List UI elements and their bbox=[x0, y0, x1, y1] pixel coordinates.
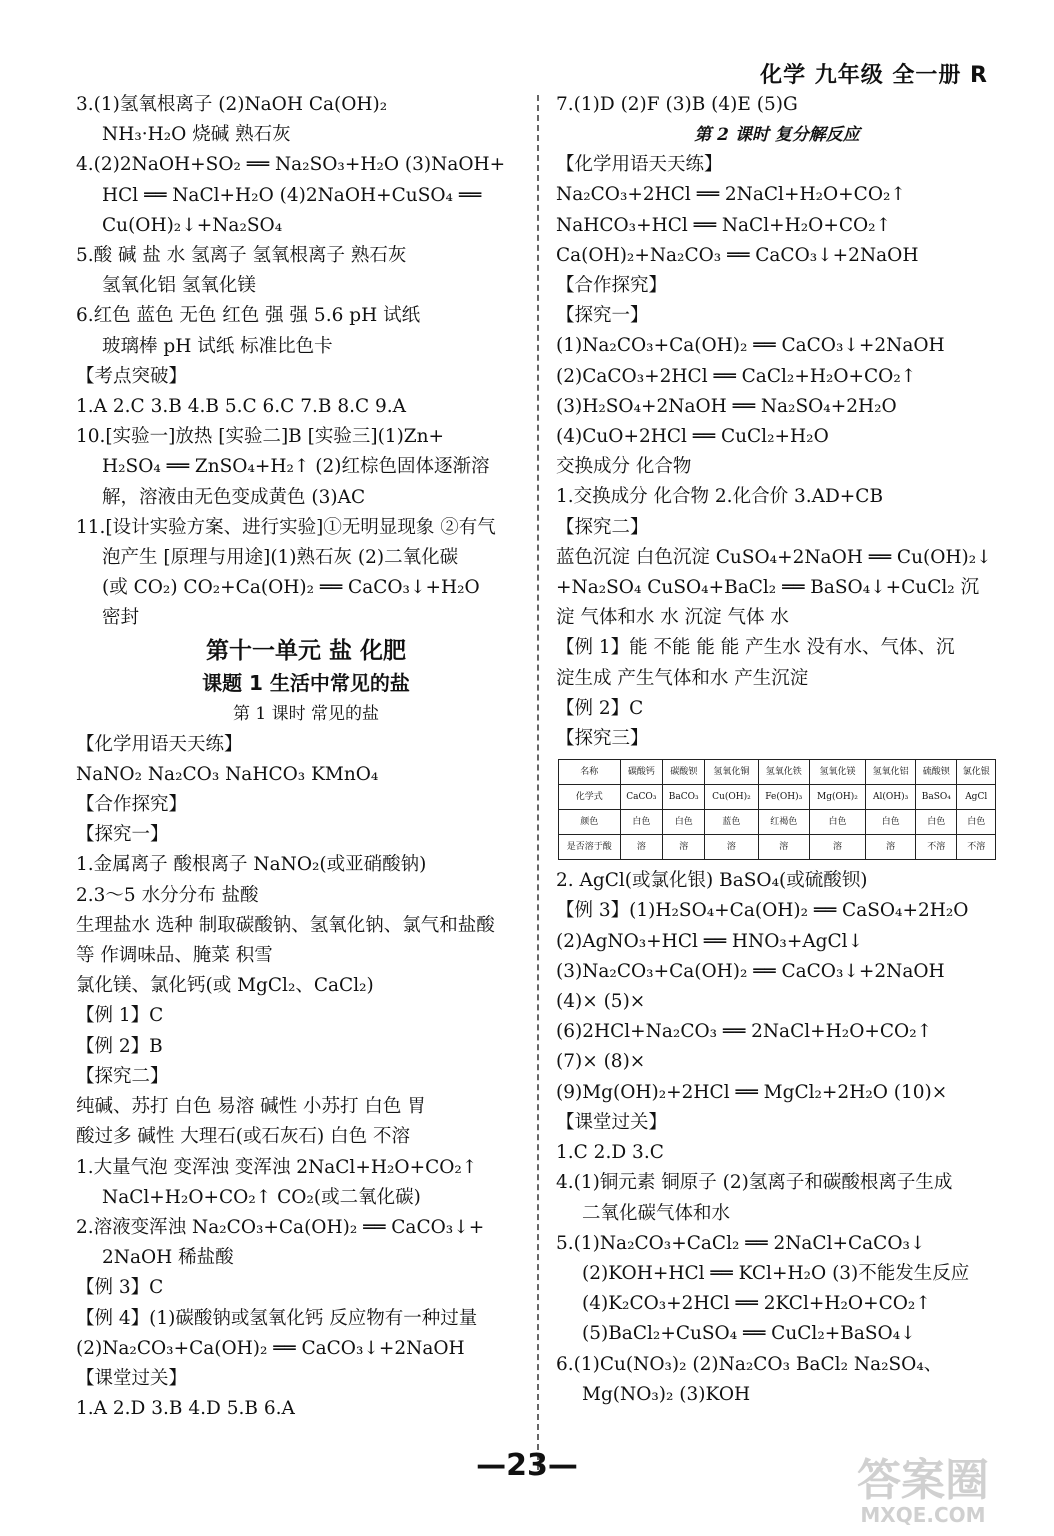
text-line: (5)BaCl₂+CuSO₄ ══ CuCl₂+BaSO₄↓ bbox=[582, 1323, 916, 1345]
text-line: (7)× (8)× bbox=[556, 1051, 646, 1073]
text-line: 【探究三】 bbox=[556, 728, 649, 750]
text-line: (2)CaCO₃+2HCl ══ CaCl₂+H₂O+CO₂↑ bbox=[556, 365, 917, 387]
table-cell: 溶 bbox=[663, 835, 705, 860]
text-line: 【例 3】C bbox=[76, 1277, 164, 1299]
text-line: 淀 气体和水 水 沉淀 气体 水 bbox=[556, 607, 789, 629]
left-column bbox=[76, 90, 536, 1424]
table-cell: BaSO₄ bbox=[916, 785, 957, 810]
table-cell: 白色 bbox=[620, 810, 663, 835]
table-cell: 碳酸钡 bbox=[663, 760, 705, 785]
text-line: 5.酸 碱 盐 水 氢离子 氢氧根离子 熟石灰 bbox=[76, 245, 407, 267]
table-cell: 白色 bbox=[663, 810, 705, 835]
text-line: 【例 3】(1)H₂SO₄+Ca(OH)₂ ══ CaSO₄+2H₂O bbox=[556, 900, 969, 922]
table-cell: 溶 bbox=[809, 835, 865, 860]
table-cell: 溶 bbox=[758, 835, 809, 860]
watermark-url: MXQE.COM bbox=[860, 1503, 986, 1527]
table-cell: Cu(OH)₂ bbox=[705, 785, 758, 810]
text-line: (4)CuO+2HCl ══ CuCl₂+H₂O bbox=[556, 426, 829, 448]
text-line: 2.3～5 水分分布 盐酸 bbox=[76, 884, 259, 906]
column-divider bbox=[537, 95, 539, 1470]
text-line: 蓝色沉淀 白色沉淀 CuSO₄+2NaOH ══ Cu(OH)₂↓ bbox=[556, 546, 992, 568]
left-top-lines bbox=[76, 90, 536, 634]
text-line: 1.交换成分 化合物 2.化合价 3.AD+CB bbox=[556, 486, 884, 508]
topic-title: 课题 1 生活中常见的盐 bbox=[202, 670, 410, 695]
table-cell: Fe(OH)₃ bbox=[758, 785, 809, 810]
text-line: NaHCO₃+HCl ══ NaCl+H₂O+CO₂↑ bbox=[556, 214, 892, 236]
text-line: (3)Na₂CO₃+Ca(OH)₂ ══ CaCO₃↓+2NaOH bbox=[556, 960, 945, 982]
text-line: (2)AgNO₃+HCl ══ HNO₃+AgCl↓ bbox=[556, 930, 864, 952]
text-line: 10.[实验一]放热 [实验二]B [实验三](1)Zn+ bbox=[76, 426, 445, 448]
page-header: 化学 九年级 全一册 R bbox=[760, 63, 988, 88]
text-line: (4)× (5)× bbox=[556, 991, 646, 1013]
table-cell: 白色 bbox=[809, 810, 865, 835]
text-line: 4.(1)铜元素 铜原子 (2)氢离子和碳酸根离子生成 bbox=[556, 1172, 953, 1194]
text-line: 1.A 2.C 3.B 4.B 5.C 6.C 7.B 8.C 9.A bbox=[76, 396, 407, 418]
lesson-title-2: 第 2 课时 复分解反应 bbox=[694, 125, 860, 146]
table-cell: 溶 bbox=[866, 835, 916, 860]
text-line: 1.A 2.D 3.B 4.D 5.B 6.A bbox=[76, 1398, 295, 1420]
right-lines-a bbox=[556, 150, 998, 754]
table-cell: 红褐色 bbox=[758, 810, 809, 835]
table-cell: BaCO₃ bbox=[663, 785, 705, 810]
text-line: 密封 bbox=[102, 607, 140, 629]
text-line: 交换成分 化合物 bbox=[556, 456, 692, 478]
table-row bbox=[559, 785, 996, 810]
text-line: 【课堂过关】 bbox=[76, 1367, 188, 1389]
table-cell: CaCO₃ bbox=[620, 785, 663, 810]
table-cell: 蓝色 bbox=[705, 810, 758, 835]
text-line: 【课堂过关】 bbox=[556, 1111, 668, 1133]
text-line: 【例 2】B bbox=[76, 1035, 163, 1057]
text-line: 泡产生 [原理与用途](1)熟石灰 (2)二氧化碳 bbox=[102, 547, 459, 569]
text-line: 11.[设计实验方案、进行实验]①无明显现象 ②有气 bbox=[76, 516, 496, 538]
table-row bbox=[559, 810, 996, 835]
text-line: 二氧化碳气体和水 bbox=[582, 1202, 731, 1224]
table-cell: Mg(OH)₂ bbox=[809, 785, 865, 810]
right-column bbox=[556, 90, 998, 1410]
text-line: (3)H₂SO₄+2NaOH ══ Na₂SO₄+2H₂O bbox=[556, 395, 897, 417]
lesson-title: 第 1 课时 常见的盐 bbox=[232, 703, 380, 724]
text-line: (6)2HCl+Na₂CO₃ ══ 2NaCl+H₂O+CO₂↑ bbox=[556, 1021, 933, 1043]
table-cell: 白色 bbox=[866, 810, 916, 835]
text-line: 1.金属离子 酸根离子 NaNO₂(或亚硝酸钠) bbox=[76, 854, 427, 876]
text-line: 玻璃棒 pH 试纸 标准比色卡 bbox=[102, 335, 333, 357]
table-cell: 氢氧化铜 bbox=[705, 760, 758, 785]
text-line: 酸过多 碱性 大理石(或石灰石) 白色 不溶 bbox=[76, 1126, 410, 1148]
table-cell: 硫酸钡 bbox=[916, 760, 957, 785]
text-line: 氯化镁、氯化钙(或 MgCl₂、CaCl₂) bbox=[76, 975, 374, 997]
text-line: 【考点突破】 bbox=[76, 365, 188, 387]
table-cell: 氢氧化铁 bbox=[758, 760, 809, 785]
table-cell: 碳酸钙 bbox=[620, 760, 663, 785]
text-line: 生理盐水 选种 制取碳酸钠、氢氧化钠、氯气和盐酸 bbox=[76, 914, 495, 936]
table-cell: 溶 bbox=[705, 835, 758, 860]
text-line: 1.大量气泡 变浑浊 变浑浊 2NaCl+H₂O+CO₂↑ bbox=[76, 1156, 478, 1178]
table-cell: 是否溶于酸 bbox=[559, 835, 621, 860]
text-line: 2NaOH 稀盐酸 bbox=[102, 1247, 234, 1269]
text-line: Cu(OH)₂↓+Na₂SO₄ bbox=[102, 214, 283, 236]
text-line: 淀生成 产生气体和水 产生沉淀 bbox=[556, 667, 809, 689]
text-line: 【探究二】 bbox=[556, 516, 649, 538]
table-cell: 名称 bbox=[559, 760, 621, 785]
table-cell: 氢氧化镁 bbox=[809, 760, 865, 785]
text-line: 3.(1)氢氧根离子 (2)NaOH Ca(OH)₂ bbox=[76, 94, 388, 115]
right-first-line bbox=[556, 90, 998, 120]
text-line: 1.C 2.D 3.C bbox=[556, 1142, 664, 1164]
text-line: (或 CO₂) CO₂+Ca(OH)₂ ══ CaCO₃↓+H₂O bbox=[102, 577, 480, 599]
text-line: 【探究二】 bbox=[76, 1065, 169, 1087]
text-line: +Na₂SO₄ CuSO₄+BaCl₂ ══ BaSO₄↓+CuCl₂ 沉 bbox=[556, 577, 980, 599]
table-cell: 白色 bbox=[916, 810, 957, 835]
text-line: Mg(NO₃)₂ (3)KOH bbox=[582, 1383, 751, 1405]
table-cell: 颜色 bbox=[559, 810, 621, 835]
unit-title: 第十一单元 盐 化肥 bbox=[205, 637, 406, 664]
text-line: 氢氧化铝 氢氧化镁 bbox=[102, 275, 256, 297]
text-line: 【化学用语天天练】 bbox=[76, 733, 243, 755]
text-line: (1)Na₂CO₃+Ca(OH)₂ ══ CaCO₃↓+2NaOH bbox=[556, 335, 945, 357]
text-line: 【例 1】C bbox=[76, 1005, 164, 1027]
text-line: (2)KOH+HCl ══ KCl+H₂O (3)不能发生反应 bbox=[582, 1262, 970, 1284]
text-line: HCl ══ NaCl+H₂O (4)2NaOH+CuSO₄ ══ bbox=[102, 184, 482, 206]
text-line: 5.(1)Na₂CO₃+CaCl₂ ══ 2NaCl+CaCO₃↓ bbox=[556, 1232, 926, 1254]
table-cell: 不溶 bbox=[916, 835, 957, 860]
text-line: 【例 1】能 不能 能 能 产生水 没有水、气体、沉 bbox=[556, 637, 955, 659]
table-cell: 化学式 bbox=[559, 785, 621, 810]
text-line: 7.(1)D (2)F (3)B (4)E (5)G bbox=[556, 94, 798, 115]
text-line: 【合作探究】 bbox=[76, 794, 188, 816]
text-line: 6.(1)Cu(NO₃)₂ (2)Na₂CO₃ BaCl₂ Na₂SO₄、 bbox=[556, 1353, 943, 1375]
text-line: Ca(OH)₂+Na₂CO₃ ══ CaCO₃↓+2NaOH bbox=[556, 244, 919, 266]
text-line: 【探究一】 bbox=[76, 824, 169, 846]
text-line: NaCl+H₂O+CO₂↑ CO₂(或二氧化碳) bbox=[102, 1186, 421, 1208]
text-line: Na₂CO₃+2HCl ══ 2NaCl+H₂O+CO₂↑ bbox=[556, 184, 906, 206]
left-bottom-lines bbox=[76, 730, 536, 1425]
text-line: 2. AgCl(或氯化银) BaSO₄(或硫酸钡) bbox=[556, 870, 868, 892]
right-lines-b bbox=[556, 866, 998, 1410]
text-line: 【合作探究】 bbox=[556, 275, 668, 297]
text-line: 【例 4】(1)碳酸钠或氢氧化钙 反应物有一种过量 bbox=[76, 1307, 478, 1329]
table-cell: 氯化银 bbox=[957, 760, 996, 785]
text-line: 【化学用语天天练】 bbox=[556, 154, 723, 176]
text-line: 【探究一】 bbox=[556, 305, 649, 327]
table-cell: 不溶 bbox=[957, 835, 996, 860]
watermark-text: 答案圈 bbox=[857, 1455, 989, 1506]
text-line: 2.溶液变浑浊 Na₂CO₃+Ca(OH)₂ ══ CaCO₃↓+ bbox=[76, 1216, 485, 1238]
text-line: H₂SO₄ ══ ZnSO₄+H₂↑ (2)红棕色固体逐渐溶 bbox=[102, 456, 490, 478]
table-cell: 溶 bbox=[620, 835, 663, 860]
text-line: NH₃·H₂O 烧碱 熟石灰 bbox=[102, 124, 291, 146]
text-line: (9)Mg(OH)₂+2HCl ══ MgCl₂+2H₂O (10)× bbox=[556, 1081, 948, 1103]
text-line: (4)K₂CO₃+2HCl ══ 2KCl+H₂O+CO₂↑ bbox=[582, 1293, 931, 1315]
table-cell: 白色 bbox=[957, 810, 996, 835]
text-line: 解，溶液由无色变成黄色 (3)AC bbox=[102, 486, 366, 508]
text-line: 6.红色 蓝色 无色 红色 强 强 5.6 pH 试纸 bbox=[76, 305, 421, 327]
watermark-logo bbox=[828, 1455, 1018, 1528]
precipitate-table bbox=[558, 759, 996, 860]
table-cell: AgCl bbox=[957, 785, 996, 810]
table-row bbox=[559, 760, 996, 785]
text-line: 【例 2】C bbox=[556, 697, 644, 719]
table-row bbox=[559, 835, 996, 860]
text-line: 等 作调味品、腌菜 积雪 bbox=[76, 945, 273, 967]
table-cell: 氢氧化铝 bbox=[866, 760, 916, 785]
page-number: —23— bbox=[476, 1448, 578, 1483]
text-line: NaNO₂ Na₂CO₃ NaHCO₃ KMnO₄ bbox=[76, 763, 379, 785]
text-line: 纯碱、苏打 白色 易溶 碱性 小苏打 白色 胃 bbox=[76, 1096, 426, 1118]
table-cell: Al(OH)₃ bbox=[866, 785, 916, 810]
text-line: (2)Na₂CO₃+Ca(OH)₂ ══ CaCO₃↓+2NaOH bbox=[76, 1337, 465, 1359]
text-line: 4.(2)2NaOH+SO₂ ══ Na₂SO₃+H₂O (3)NaOH+ bbox=[76, 154, 506, 176]
